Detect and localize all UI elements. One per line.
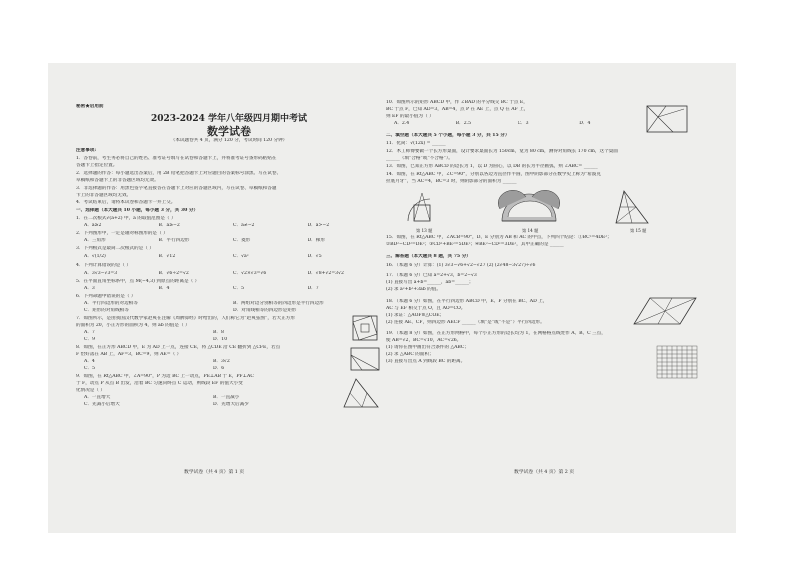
question-18: (1) 求证：△AOF≌△COE； — [386, 313, 445, 318]
q4-options — [84, 271, 382, 277]
option: A．平行四边形的对边相等 — [84, 301, 138, 306]
question-9: 化情况是（ ） — [76, 388, 106, 393]
q7-options — [84, 337, 342, 343]
option: C．3 — [517, 121, 529, 126]
option: C．9 — [84, 337, 96, 342]
exam-title: 2023-2024 学年八年级四月期中考试 — [151, 114, 307, 124]
question-19: (1) 请你在图中画出符合条件的 △ABC； — [386, 345, 469, 350]
question-14: 拉底月牙”，当 AC=4，BC=3 时，则阴影部分的面积为 ______ — [386, 179, 517, 184]
option: A．三角形 — [84, 238, 106, 243]
q8-options — [84, 366, 342, 372]
option: B．3√2 — [213, 359, 230, 364]
rectangle-figure — [644, 103, 690, 135]
page-footer-right: 数学试卷（共 4 页）第 2 页 — [514, 470, 575, 475]
question-9: 于 F，动点 P 从点 B 出发，沿着 BC 匀速向终点 C 运动，则线段 EF 的值大小变 — [76, 381, 243, 386]
note-line: 4．考试结束后，请将本试卷和答题卡一并上交。 — [76, 200, 176, 205]
option: B．√12 — [158, 254, 176, 259]
option: B．√6÷2=√2 — [158, 271, 189, 276]
option: D．10 — [213, 337, 228, 342]
option: B．a≥−2 — [158, 223, 180, 228]
section2-heading: 二、填空题（本大题共 5 个小题，每小题 3 分，共 15 分） — [386, 133, 510, 138]
option: A．一直增大 — [84, 395, 111, 400]
question-12: ______（填“合格”或“不合格”）。 — [386, 156, 453, 161]
option: B．8 — [213, 330, 224, 335]
square-fold-figure — [348, 346, 382, 372]
exam-meta: （本试题卷共 4 页，满分 120 分，考试时间 120 分钟） — [170, 138, 288, 143]
option: C．5 — [233, 286, 245, 291]
option: C．菱形 — [233, 238, 251, 243]
question-17: (1) 直接写出 a+b=______，ab=______； — [386, 280, 474, 285]
q9-options — [84, 395, 342, 401]
option: C．矩形的对角线相等 — [84, 308, 129, 313]
note-line: 2．选择题的作答：每小题选出答案后，用 2B 铅笔把答题卡上对应题目的答案标号涂黑。写在试卷、 — [76, 171, 282, 176]
question-19: (3) 直接写出点 A 到线段 BC 的距离。 — [386, 359, 466, 364]
option: D．√8+√2=3√2 — [307, 271, 344, 276]
figure-caption: 第 14 题 — [522, 228, 539, 233]
question-19: 使 AB=√2，BC=√10，AC=√26。 — [386, 338, 462, 343]
right-triangle-figure — [340, 375, 382, 411]
option: D．梯形 — [307, 238, 325, 243]
question-15: ②BD²−CD²=DE²；③CD²+BE²=5DE²；④BE²−CD²=3DE²，其中正确的是 ______ — [386, 242, 564, 247]
subject-title: 数学试卷 — [207, 125, 251, 138]
option: A．4 — [84, 359, 95, 364]
section1-heading: 一、选择题（本大题共 10 小题，每小题 3 分，共 30 分） — [76, 208, 199, 213]
q14-figure — [498, 189, 560, 225]
option: D．7 — [307, 286, 319, 291]
question-11: 11．化简：√(12x) = ______ — [386, 141, 446, 146]
question-8: 8．如图，在正方形 ABCD 中，E 为 AD 上一点，连接 CE，将 △CDE 沿 CE 翻折到 △CFE，若点 — [76, 345, 281, 350]
note-line: 答题卡上指定位置。 — [76, 163, 118, 168]
question-7: 7．如图所示，是由我国汉代数学家赵爽在注解《周髀算经》时给出的，人们称它为“赵爽弦图”，若大正方形 — [76, 316, 295, 321]
parallelogram-figure — [632, 295, 698, 327]
question-2: 2．下列图形中，一定是轴对称图形的是（ ） — [76, 231, 168, 236]
exam-paper — [48, 63, 736, 533]
page-footer-left: 数学试卷（共 4 页）第 1 页 — [184, 470, 245, 475]
question-5: 5．在平面直角坐标系中，点 M(−4,3) 到原点的距离是（ ） — [76, 279, 200, 284]
q15-figure — [610, 187, 652, 227]
q2-options — [84, 238, 382, 244]
question-17: 17．（本题 6 分）已知 a=2+√3，b=2−√3 — [386, 273, 477, 278]
q7-options — [84, 330, 342, 336]
option: D．6 — [213, 366, 225, 371]
question-9: 9．如图，在 Rt△ABC 中，∠A=90°，P 为边 BC 上一动点，PE⊥AB 于 E，PF⊥AC — [76, 374, 254, 379]
question-18: 18．（本题 6 分）如图，在平行四边形 ABCD 中，E、F 分别在 BC、AD 上， — [386, 299, 548, 304]
option: A．√(1/2) — [84, 254, 106, 259]
q13-figure — [404, 187, 446, 227]
option: A．3 — [84, 286, 95, 291]
option: A．2.4 — [394, 121, 410, 126]
q6-options — [84, 308, 382, 314]
question-17: (2) 求 a²+b²+3ab 的值。 — [386, 287, 441, 292]
option: D．a>−2 — [307, 223, 330, 228]
option: C．√2×√3=√6 — [233, 271, 267, 276]
q3-options — [84, 254, 382, 260]
option: B．4 — [158, 286, 170, 291]
note-line: 1．答卷前，考生务必将自己的姓名、准考证号填写在试卷和答题卡上，并将准考证号条形码粘贴在 — [76, 156, 277, 161]
question-8: F 恰好落在 AB 上，AF=3，BC=9，则 AE=（ ） — [76, 352, 182, 357]
question-15: 15．如图，在 Rt△ABC 中，∠ACB=90°，D、E 分别为 AB 和 AC 的中点，下列四个结论：①BC²=4DE²； — [386, 235, 612, 240]
option: D．先增大后减少 — [213, 402, 249, 407]
question-14: 14．如图，在 Rt△ABC 中，∠C=90°，分别以各边为直径作半圆，图中阴影部分在数学史上称为“希波克 — [386, 172, 601, 177]
q10-options — [394, 121, 641, 127]
option: C．√a² — [233, 254, 249, 259]
option: C．5 — [84, 366, 96, 371]
question-7: 的面积为 20，小正方形的面积为 4，则 ab 的值是（ ） — [76, 323, 190, 328]
section3-heading: 三、解答题（本大题共 8 题，共 75 分） — [386, 254, 471, 259]
question-10: BC 于点 F，已知 AD=3，AB=4，点 P 在 AE 上，点 Q 在 AF 上， — [386, 107, 529, 112]
option: D．4 — [579, 121, 591, 126]
question-12: 12．木工师傅要做一个长方形桌面，设计要求桌面长为 150cm，宽为 80 cm，测得对角线长 170 cm，这个桌面 — [386, 149, 618, 154]
option: A．a≥2 — [84, 223, 102, 228]
option: A．3√3−√3=3 — [84, 271, 118, 276]
question-6: 6．下列命题中错误的是（ ） — [76, 294, 136, 299]
question-3: 3．下列根式是最简二次根式的是（ ） — [76, 246, 154, 251]
question-1: 1．在二次根式√(a+2) 中，a 的取值范围是（ ） — [76, 216, 176, 221]
note-line: 3．非选择题的作答：用黑色签字笔直接答在答题卡上对应的答题区域内，写在试卷、草稿纸和答题 — [76, 186, 277, 191]
zhao-shuang-figure — [352, 315, 378, 341]
question-19: (2) 求 △ABC 的面积； — [386, 352, 434, 357]
square-grid-figure — [656, 345, 698, 379]
option: B．一直减小 — [213, 395, 240, 400]
left-column — [76, 63, 382, 533]
option: D．√5 — [307, 254, 322, 259]
option: C．先减小后增大 — [84, 402, 120, 407]
notes-heading: 注意事项: — [76, 148, 97, 153]
question-18: (2) 连接 AE、CF，则四边形 AECF ______（填“是”或“不是”）平行四边形。 — [386, 320, 545, 325]
figure-caption: 第 15 题 — [630, 228, 647, 233]
q5-options — [84, 286, 382, 292]
q6-options — [84, 301, 382, 307]
question-13: 13．如图，已知正方形 ABCD 的边长为 1，以 D 为圆心，以 DB 的长为半径画弧，则 ∠ABC= ______ — [386, 164, 598, 169]
question-16: 16．（本题 6 分）计算：(1) 3√3−√6+√2−√27 (2) (2√48−3√27)÷√6 — [386, 263, 536, 268]
right-column — [386, 63, 711, 533]
question-19: 19．（本题 8 分）如图，在正方形网格中，每个小正方形的边长均为 1，在网格格点线处作 A、B、C 三点， — [386, 331, 606, 336]
option: A．7 — [84, 330, 95, 335]
note-line: 草稿纸和答题卡上的非答题区域均无效。 — [76, 178, 159, 183]
note-line: 卡上的非答题区域均无效。 — [76, 193, 132, 198]
question-10: 10．如图所示的矩形 ABCD 中，作 ∠BAD 的平分线交 BC 于点 E， — [386, 100, 528, 105]
question-10: 则 EF 的最小值为（ ） — [386, 114, 434, 119]
option: B．平行四边形 — [158, 238, 190, 243]
q1-options — [84, 223, 382, 229]
option: B．两组对边分别相等的四边形是平行四边形 — [233, 301, 324, 306]
option: C．a≠−2 — [233, 223, 255, 228]
q9-options — [84, 402, 342, 408]
figure-caption: 第 13 题 — [416, 228, 433, 233]
option: D．对角线相等的四边形是矩形 — [233, 308, 297, 313]
question-18: AC 与 EF 相交于点 O，且 AO=CO。 — [386, 306, 466, 311]
question-4: 4．下列计算错误的是（ ） — [76, 263, 131, 268]
secret-label: 秘密★启用前 — [76, 104, 104, 109]
option: B．2.5 — [455, 121, 472, 126]
q8-options — [84, 359, 342, 365]
